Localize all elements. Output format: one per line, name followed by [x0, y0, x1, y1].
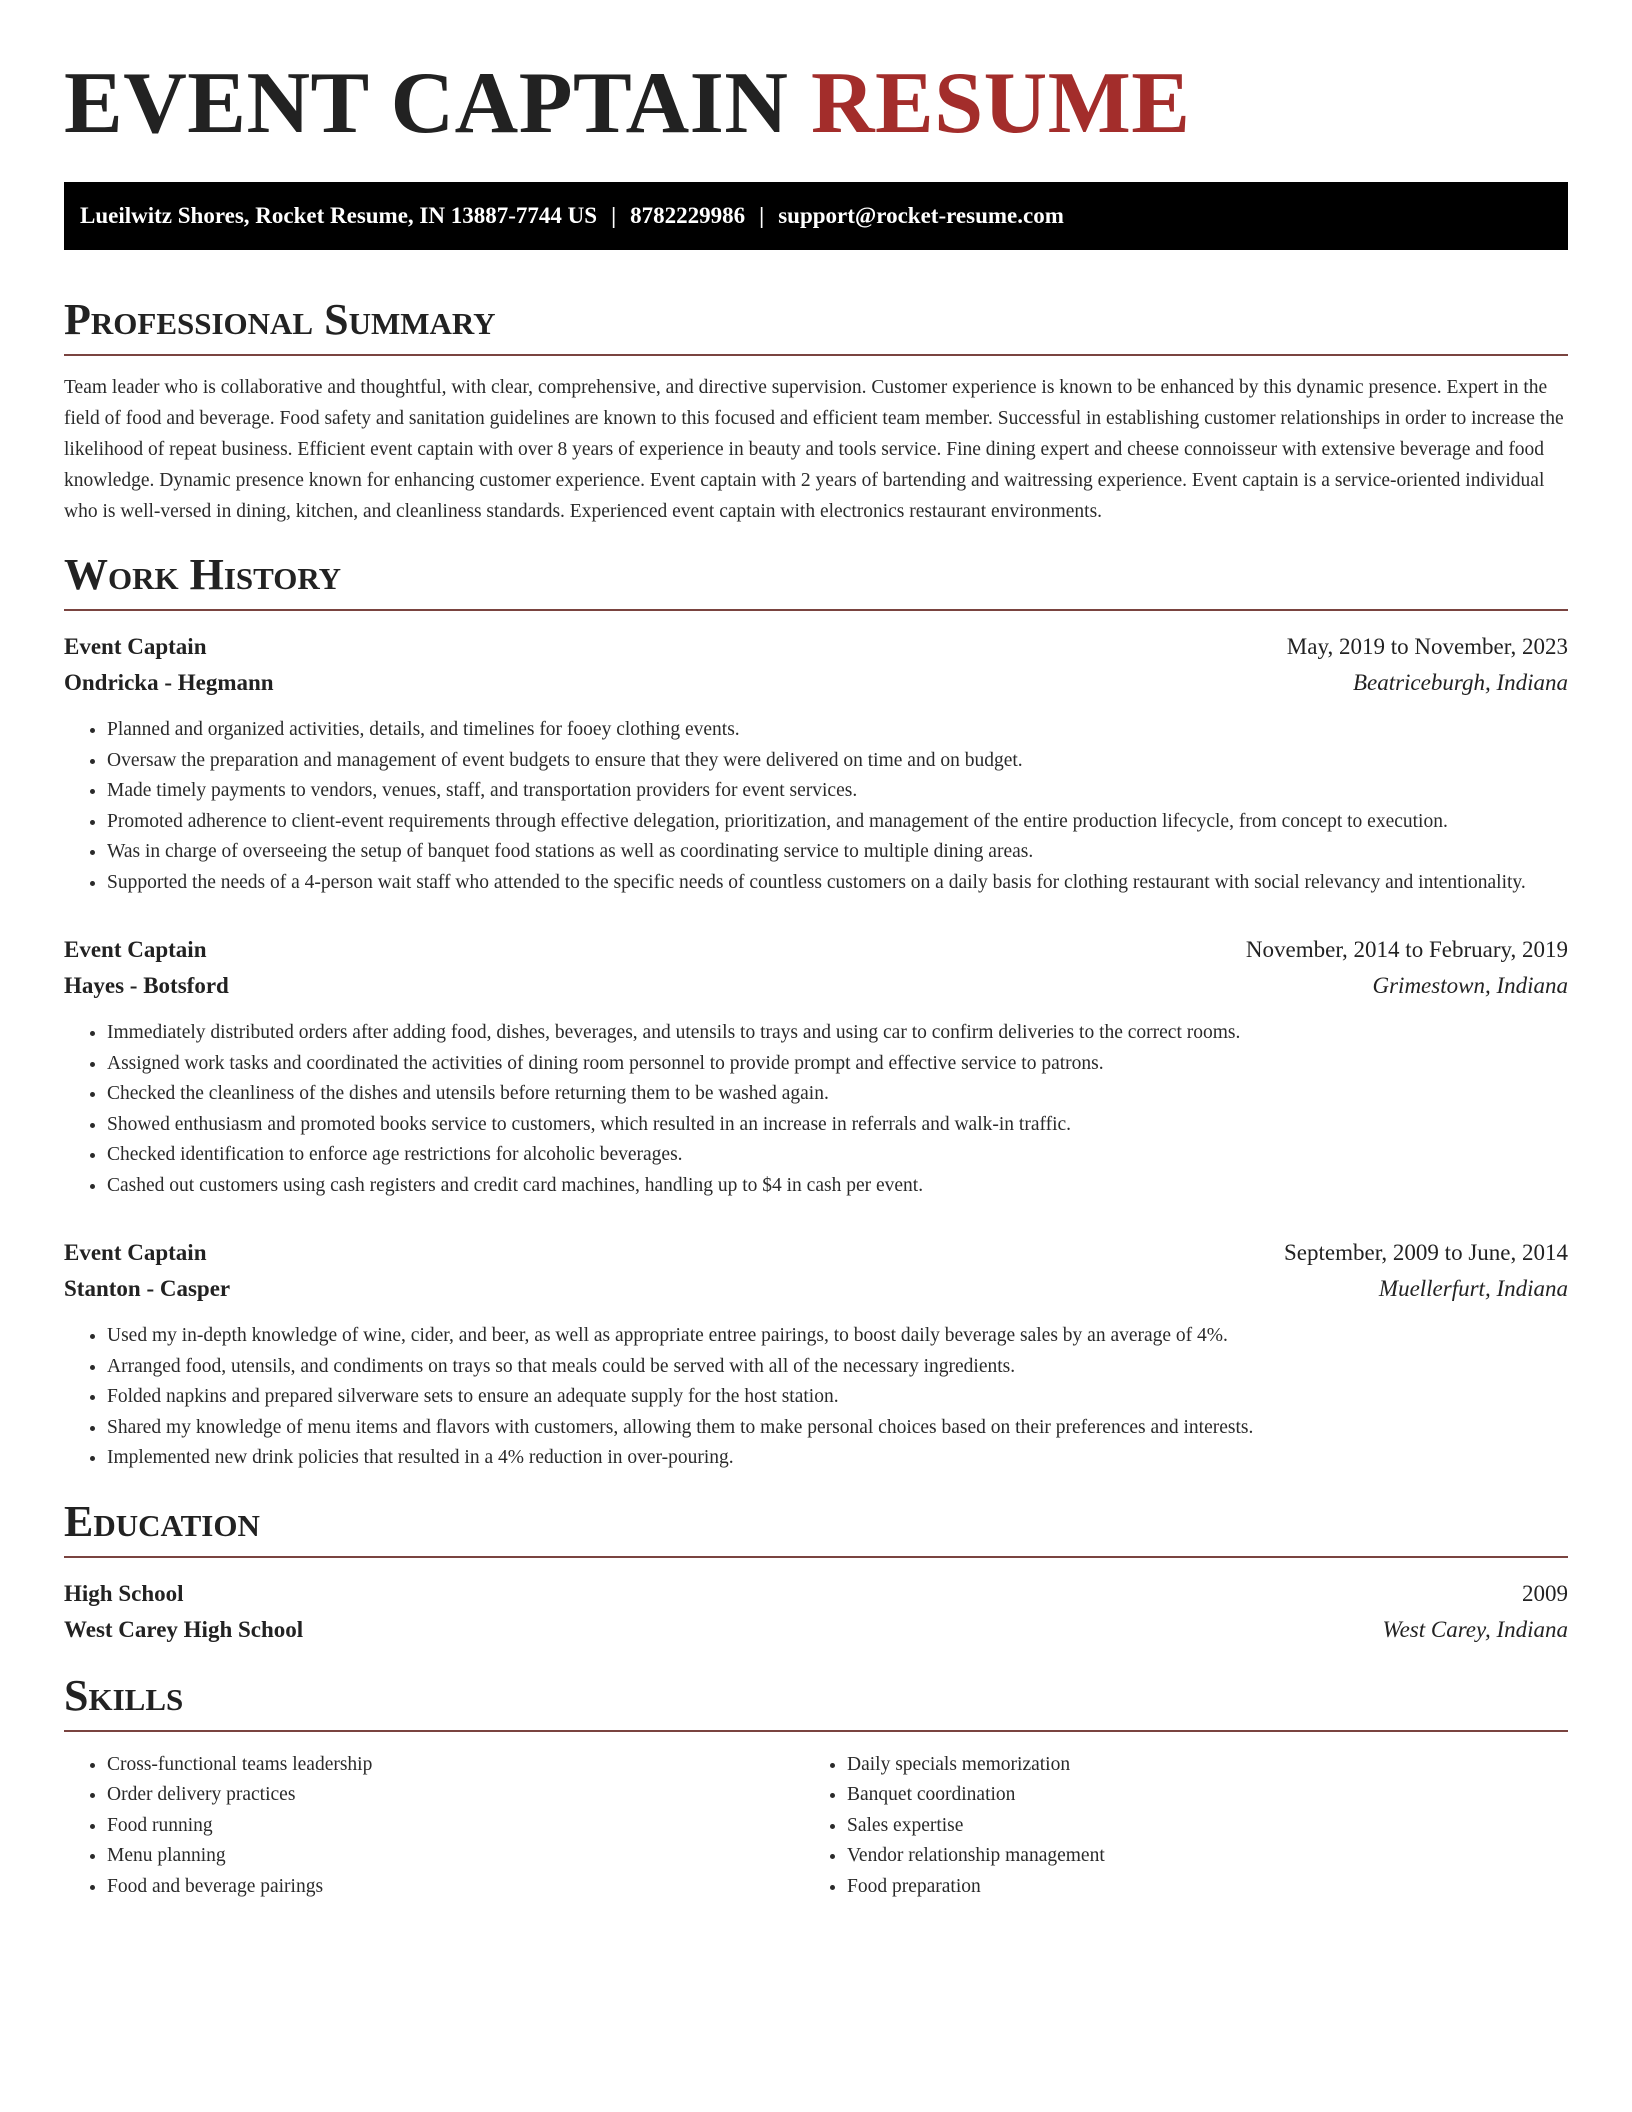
job-bullet: • Cashed out customers using cash registers and credit card machines, handling up to $4 in cash per event.: [107, 1171, 1568, 1202]
title-main: EVENT CAPTAIN: [64, 55, 789, 152]
job-bullet: • Promoted adherence to client-event requirements through effective delegation, prioritization, and management of the entire production lifecycle, from concept to execution.: [107, 807, 1568, 838]
education-school: West Carey High School: [64, 1616, 304, 1642]
skill-item: • Sales expertise: [847, 1811, 1544, 1842]
section-heading-summary: Professional Summary: [64, 294, 1568, 356]
job-bullet: • Shared my knowledge of menu items and flavors with customers, allowing them to make personal choices based on their preferences and interests.: [107, 1413, 1568, 1444]
education-school-row: [64, 1612, 1568, 1648]
job-bullet: • Supported the needs of a 4-person wait staff who attended to the specific needs of countless customers on a daily basis for clothing restaurant with social relevancy and intentionality.: [107, 868, 1568, 899]
resume-page: [64, 0, 1568, 1902]
job-title-row: [64, 932, 1568, 968]
job-bullet: • Checked the cleanliness of the dishes and utensils before returning them to be washed again.: [107, 1079, 1568, 1110]
job-dates: November, 2014 to February, 2019: [1245, 937, 1568, 962]
job-bullet: • Was in charge of overseeing the setup of banquet food stations as well as coordinating service to multiple dining areas.: [107, 837, 1568, 868]
resume-title: [64, 54, 1568, 154]
job-company: Stanton - Casper: [64, 1276, 231, 1301]
section-heading-education: Education: [64, 1496, 1568, 1558]
job-bullet: • Assigned work tasks and coordinated the activities of dining room personnel to provide prompt and effective service to patrons.: [107, 1049, 1568, 1080]
education-entry: [64, 1576, 1568, 1648]
job-company-row: [64, 1271, 1568, 1307]
education-location: West Carey, Indiana: [1382, 1616, 1568, 1642]
job-location: Beatriceburgh, Indiana: [1352, 670, 1568, 695]
job-title: Event Captain: [64, 634, 207, 659]
section-heading-work-history: Work History: [64, 549, 1568, 611]
job-location: Muellerfurt, Indiana: [1378, 1276, 1568, 1301]
skill-item: • Order delivery practices: [107, 1780, 804, 1811]
job-title: Event Captain: [64, 1240, 207, 1265]
skill-item: • Cross-functional teams leadership: [107, 1750, 804, 1781]
summary-text: Team leader who is collaborative and thoughtful, with clear, comprehensive, and directive supervision. Customer experience is known to be enhanced by this dynamic presence. Expert in the field of food and beverage. Food safety and sanitation guidelines are known to this focused and efficient team member. Successful in establishing customer relationships in order to increase the likelihood of repeat business. Efficient event captain with over 8 years of experience in beauty and tools service. Fine dining expert and cheese connoisseur with extensive beverage and food knowledge. Dynamic presence known for enhancing customer experience. Event captain with 2 years of bartending and waitressing experience. Event captain is a service-oriented individual who is well-versed in dining, kitchen, and cleanliness standards. Experienced event captain with electronics restaurant environments.: [64, 377, 1564, 522]
skills-column-left: [64, 1750, 804, 1903]
job-bullet: • Planned and organized activities, details, and timelines for fooey clothing events.: [107, 715, 1568, 746]
job-bullet: • Made timely payments to vendors, venues, staff, and transportation providers for event services.: [107, 776, 1568, 807]
job-company-row: [64, 665, 1568, 701]
contact-phone[interactable]: 8782229986: [630, 203, 746, 228]
contact-separator: |: [759, 203, 765, 228]
job-entry: [64, 1235, 1568, 1474]
job-title: Event Captain: [64, 937, 207, 962]
job-entry: [64, 932, 1568, 1201]
skills-column-right: [804, 1750, 1544, 1903]
job-bullets: [64, 1321, 1568, 1474]
job-bullet: • Arranged food, utensils, and condiments on trays so that meals could be served with all of the necessary ingredients.: [107, 1352, 1568, 1383]
job-bullet: • Immediately distributed orders after adding food, dishes, beverages, and utensils to trays and using car to confirm deliveries to the correct rooms.: [107, 1018, 1568, 1049]
skill-item: • Daily specials memorization: [847, 1750, 1544, 1781]
job-company: Hayes - Botsford: [64, 973, 229, 998]
contact-email[interactable]: support@rocket-resume.com: [778, 203, 1064, 228]
title-accent: RESUME: [810, 55, 1191, 152]
job-bullets: [64, 715, 1568, 898]
job-bullets: [64, 1018, 1568, 1201]
skill-item: • Menu planning: [107, 1841, 804, 1872]
job-title-row: [64, 629, 1568, 665]
job-bullet: • Implemented new drink policies that resulted in a 4% reduction in over-pouring.: [107, 1443, 1568, 1474]
skill-item: • Food running: [107, 1811, 804, 1842]
job-dates: September, 2009 to June, 2014: [1284, 1240, 1568, 1265]
section-heading-skills: Skills: [64, 1670, 1568, 1732]
skill-item: • Food preparation: [847, 1872, 1544, 1903]
education-degree-row: [64, 1576, 1568, 1612]
job-bullet: • Used my in-depth knowledge of wine, cider, and beer, as well as appropriate entree pairings, to boost daily beverage sales by an average of 4%.: [107, 1321, 1568, 1352]
contact-address: Lueilwitz Shores, Rocket Resume, IN 13887-7744 US: [80, 203, 598, 228]
job-entry: [64, 629, 1568, 898]
skill-item: • Banquet coordination: [847, 1780, 1544, 1811]
job-company: Ondricka - Hegmann: [64, 670, 274, 695]
job-bullet: • Showed enthusiasm and promoted books service to customers, which resulted in an increase in referrals and walk-in traffic.: [107, 1110, 1568, 1141]
skill-item: • Food and beverage pairings: [107, 1872, 804, 1903]
job-bullet: • Oversaw the preparation and management of event budgets to ensure that they were delivered on time and on budget.: [107, 746, 1568, 777]
job-company-row: [64, 968, 1568, 1004]
job-bullet: • Checked identification to enforce age restrictions for alcoholic beverages.: [107, 1140, 1568, 1171]
job-bullet: • Folded napkins and prepared silverware sets to ensure an adequate supply for the host station.: [107, 1382, 1568, 1413]
contact-bar: [64, 182, 1568, 250]
contact-separator: |: [611, 203, 617, 228]
job-location: Grimestown, Indiana: [1372, 973, 1568, 998]
education-degree: High School: [64, 1580, 184, 1606]
job-dates: May, 2019 to November, 2023: [1286, 634, 1568, 659]
education-year: 2009: [1522, 1580, 1568, 1606]
skills-list: [64, 1750, 1568, 1903]
skill-item: • Vendor relationship management: [847, 1841, 1544, 1872]
job-title-row: [64, 1235, 1568, 1271]
